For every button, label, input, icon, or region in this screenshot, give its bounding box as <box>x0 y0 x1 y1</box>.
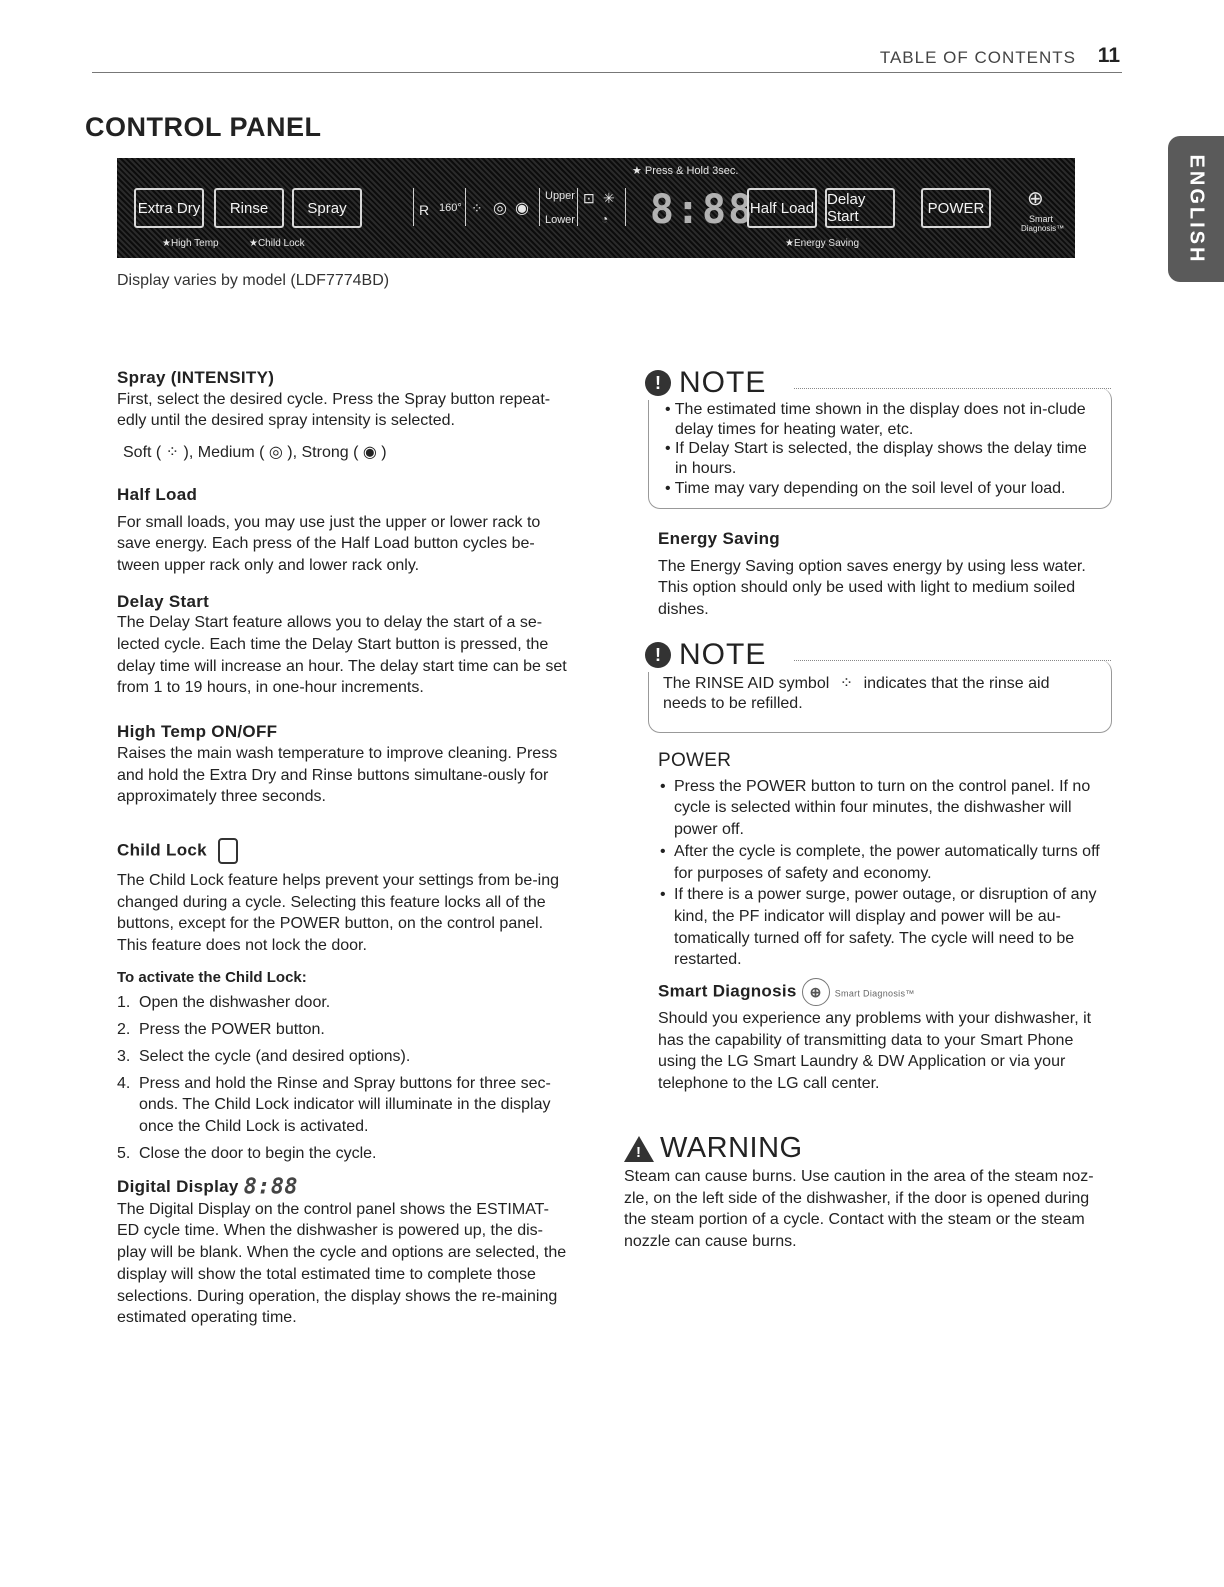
child-lock-label: ★Child Lock <box>249 238 305 249</box>
note-header <box>645 638 774 672</box>
child-lock-heading-row <box>117 838 569 864</box>
warning-section <box>624 1166 1112 1253</box>
note-label: NOTE <box>679 366 767 399</box>
language-tab <box>1168 136 1224 282</box>
list-item: • After the cycle is complete, the power automatically turns off for purposes of safety and economy. <box>658 841 1110 884</box>
list-item: • If there is a power surge, power outage, or disruption of any kind, the PF indicator will display and power will be au-tomatically turned off for safety. The cycle will need to be restarted. <box>658 884 1110 971</box>
warning-icon: ! <box>624 1136 654 1162</box>
spray-heading: Spray (INTENSITY) <box>117 368 275 387</box>
note-box-2 <box>648 638 1112 733</box>
spray-medium-icon: ◎ <box>493 200 507 217</box>
delay-start-button: Delay Start <box>825 188 895 228</box>
smart-label: Smart <box>1029 214 1054 224</box>
high-temp-heading: High Temp ON/OFF <box>117 722 278 742</box>
list-item: 3. Select the cycle (and desired options). <box>117 1047 411 1065</box>
page-title: CONTROL PANEL <box>85 112 322 142</box>
rinse-button: Rinse <box>214 188 284 228</box>
energy-saving-label: ★Energy Saving <box>785 238 860 249</box>
warning-label: WARNING <box>660 1132 803 1164</box>
header-rule <box>92 72 1122 73</box>
note-box-1 <box>648 366 1112 509</box>
lock-indicator-icon: ⊡ <box>583 190 595 206</box>
panel-divider <box>539 188 540 226</box>
power-section <box>658 750 1110 971</box>
temp-indicator: 160° <box>439 202 462 214</box>
list-item: 4. Press and hold the Rinse and Spray buttons for three sec-onds. The Child Lock indicator will illuminate in the display once the Child Lock is activated. <box>117 1074 551 1135</box>
note-icon: ! <box>645 370 671 396</box>
half-load-button: Half Load <box>747 188 817 228</box>
rinse-aid-icon: ✳ <box>603 190 615 206</box>
digital-display-heading-row <box>117 1175 569 1201</box>
list-item: • The estimated time shown in the display does not in-clude delay times for heating water, etc. <box>665 401 1086 438</box>
child-lock-steps <box>117 992 569 1164</box>
smart-diagnosis-heading-row <box>658 978 1110 1006</box>
page-number: 11 <box>1097 44 1120 67</box>
spray-button: Spray <box>292 188 362 228</box>
list-item: • Press the POWER button to turn on the control panel. If no cycle is selected within four minutes, the dishwasher will power off. <box>658 776 1110 841</box>
wifi-indicator-icon: ◔ <box>601 212 609 226</box>
smart-diagnosis-icon-label: Smart Diagnosis™ <box>834 988 915 999</box>
power-list <box>658 776 1110 971</box>
child-lock-heading: Child Lock <box>117 840 207 860</box>
power-heading: POWER <box>658 750 732 771</box>
note-body <box>649 388 1111 505</box>
high-temp-label: ★High Temp <box>162 238 219 249</box>
smart-diagnosis-heading: Smart Diagnosis <box>658 981 797 1001</box>
half-load-text: For small loads, you may use just the upper or lower rack to save energy. Each press of the Half Load button cycles be-tween upper rack only and lower rack only. <box>117 513 541 574</box>
panel-divider <box>577 188 578 226</box>
note-icon: ! <box>645 642 671 668</box>
note-rule <box>794 388 1111 390</box>
delay-start-heading: Delay Start <box>117 591 210 611</box>
warning-text: Steam can cause burns. Use caution in the area of the steam noz-zle, on the left side of the dishwasher, if the door is opened during the steam portion of a cycle. Contact with the steam or the steam nozzle can cause burns. <box>624 1168 1094 1251</box>
energy-saving-heading: Energy Saving <box>658 529 780 548</box>
power-button: POWER <box>921 188 991 228</box>
press-hold-label: ★ Press & Hold 3sec. <box>632 165 739 177</box>
child-lock-activate-heading: To activate the Child Lock: <box>117 968 307 986</box>
energy-saving-text: The Energy Saving option saves energy by using less water. This option should only be used with light to medium soiled dishes. <box>658 557 1086 619</box>
note2-text-b: indicates that the rinse aid needs to be refilled. <box>663 675 1050 712</box>
energy-saving-section <box>658 528 1110 621</box>
panel-caption: Display varies by model (LDF7774BD) <box>117 272 390 289</box>
smart-diagnosis-icon: ⊕ <box>802 978 830 1006</box>
spray-levels: Soft ( ⁘ ), Medium ( ◎ ), Strong ( ◉ ) <box>123 444 387 462</box>
panel-divider <box>625 188 626 226</box>
lower-label: Lower <box>545 214 575 226</box>
rinse-aid-symbol-icon: ⁘ <box>839 675 854 692</box>
panel-divider <box>413 188 414 226</box>
child-lock-icon <box>218 838 238 864</box>
list-item: • Time may vary depending on the soil level of your load. <box>665 479 1066 497</box>
spray-soft-icon: ⁘ <box>471 200 483 216</box>
half-load-heading: Half Load <box>117 484 198 504</box>
spray-strong-icon: ◉ <box>515 200 529 217</box>
diagnosis-label: Diagnosis™ <box>1021 224 1065 233</box>
panel-divider <box>465 188 466 226</box>
list-item: 2. Press the POWER button. <box>117 1021 325 1039</box>
digital-display-icon: 8:88 <box>243 1175 298 1201</box>
child-lock-text: The Child Lock feature helps prevent your settings from be-ing changed during a cycle. Selecting this feature locks all of the buttons, except for the POWER button, on the control panel. This feature does not lock the door. <box>117 871 560 955</box>
list-item: 5. Close the door to begin the cycle. <box>117 1144 377 1162</box>
smart-diagnosis-section <box>658 978 1110 1095</box>
note-label: NOTE <box>679 638 767 671</box>
list-item: • If Delay Start is selected, the display shows the delay time in hours. <box>665 440 1087 478</box>
extra-dry-button: Extra Dry <box>134 188 204 228</box>
note2-text-a: The RINSE AID symbol <box>663 675 830 692</box>
list-item: 1. Open the dishwasher door. <box>117 994 331 1012</box>
digital-display: 8:88 <box>649 187 755 233</box>
upper-label: Upper <box>545 190 575 202</box>
note-header <box>645 366 774 400</box>
control-panel-image <box>117 158 1075 258</box>
left-column <box>117 367 569 1329</box>
language-tab-label: ENGLISH <box>1185 154 1208 264</box>
warning-header <box>624 1132 803 1165</box>
delay-start-text: The Delay Start feature allows you to delay the start of a se-lected cycle. Each time the Delay Start button is pressed, the delay time will increase an hour. The delay start time can be set from 1 to 19 hours, in one-hour increments. <box>117 614 567 697</box>
header-section-title: TABLE OF CONTENTS <box>879 48 1076 67</box>
digital-display-text: The Digital Display on the control panel shows the ESTIMAT-ED cycle time. When the dishwasher is powered up, the dis-play will be blank. When the cycle and options are selected, the display will show the total estimated time to complete those selections. During operation, the display shows the re-maining estimated operating time. <box>117 1200 567 1327</box>
rinse-indicator: R <box>419 202 430 218</box>
spray-text: First, select the desired cycle. Press the Spray button repeat-edly until the desired spray intensity is selected. <box>117 390 551 430</box>
high-temp-text: Raises the main wash temperature to improve cleaning. Press and hold the Extra Dry and Rinse buttons simultane-ously for approximately three seconds. <box>117 744 558 806</box>
smart-diagnosis-text: Should you experience any problems with your dishwasher, it has the capability of transmitting data to your Smart Phone using the LG Smart Laundry & DW Application or via your telephone to the LG call center. <box>658 1010 1092 1093</box>
note-rule <box>794 660 1111 662</box>
digital-display-heading: Digital Display <box>117 1177 239 1197</box>
smart-diagnosis-icon: ⊕ <box>1027 188 1044 210</box>
